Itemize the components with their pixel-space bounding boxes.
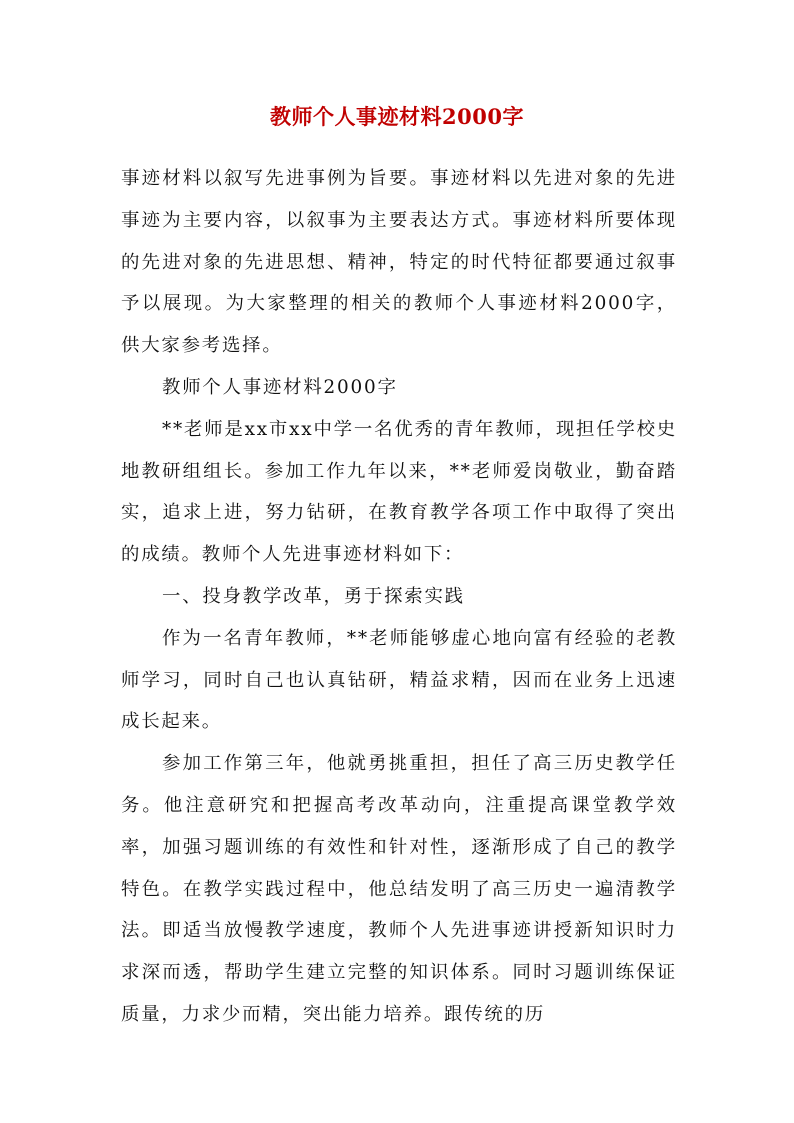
document-body: [121, 158, 677, 1036]
section-heading: 教师个人事迹材料2000字: [162, 376, 398, 398]
paragraph: **老师是xx市xx中学一名优秀的青年教师，现担任学校史地教研组组长。参加工作九年以来，**老师爱岗敬业，勤奋踏实，追求上进，努力钻研，在教育教学各项工作中取得了突出的成绩。教师个人先进事迹材料如下：: [121, 418, 677, 566]
paragraph: 作为一名青年教师，**老师能够虚心地向富有经验的老教师学习，同时自己也认真钻研，精益求精，因而在业务上迅速成长起来。: [121, 627, 677, 733]
document-title: 教师个人事迹材料2000字: [270, 104, 524, 129]
paragraph: 参加工作第三年，他就勇挑重担，担任了高三历史教学任务。他注意研究和把握高考改革动向，注重提高课堂教学效率，加强习题训练的有效性和针对性，逐渐形成了自己的教学特色。在教学实践过程中，他总结发明了高三历史一遍清教学法。即适当放慢教学速度，教师个人先进事迹讲授新知识时力求深而透，帮助学生建立完整的知识体系。同时习题训练保证质量，力求少而精，突出能力培养。跟传统的历: [121, 753, 677, 1025]
intro-paragraph: 事迹材料以叙写先进事例为旨要。事迹材料以先进对象的先进事迹为主要内容，以叙事为主要表达方式。事迹材料所要体现的先进对象的先进思想、精神，特定的时代特征都要通过叙事予以展现。为大家整理的相关的教师个人事迹材料2000字，供大家参考选择。: [121, 168, 677, 357]
subsection-heading: 一、投身教学改革，勇于探索实践: [162, 585, 465, 607]
